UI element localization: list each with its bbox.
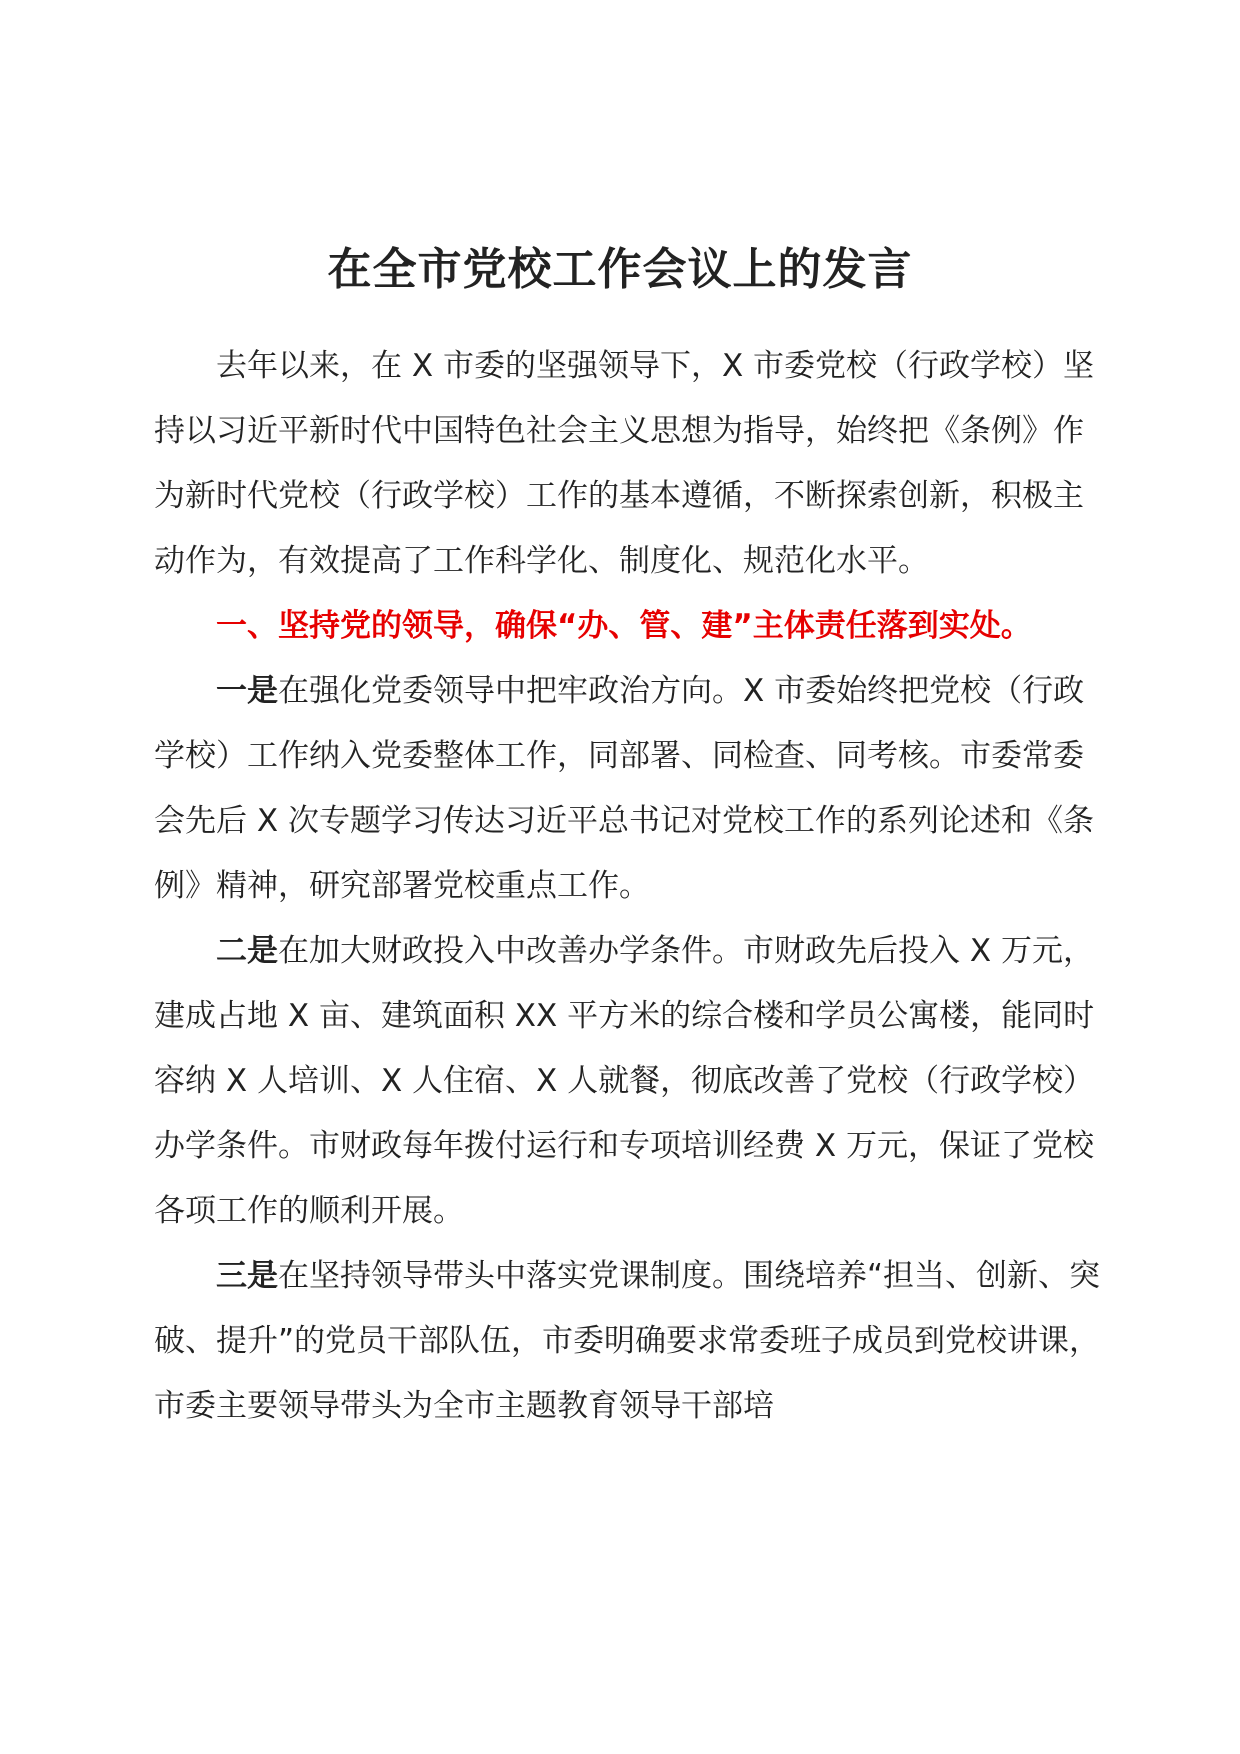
section-heading: 一、坚持党的领导，确保“办、管、建”主体责任落到实处。 bbox=[216, 608, 1032, 644]
intro-paragraph bbox=[154, 334, 1114, 594]
point-paragraph-3 bbox=[154, 1244, 1114, 1439]
point-lead: 三是 bbox=[216, 1258, 278, 1294]
document-title: 在全市党校工作会议上的发言 bbox=[327, 244, 913, 295]
paragraph-text: 在强化党委领导中把牢政治方向。X 市委始终把党校（行政学校）工作纳入党委整体工作，同部署、同检查、同考核。市委常委会先后 X 次专题学习传达习近平总书记对党校工作的系列论述和《条例》精神，研究部署党校重点工作。 bbox=[154, 673, 1094, 904]
document-body bbox=[154, 334, 1114, 1439]
paragraph-text: 去年以来，在 X 市委的坚强领导下，X 市委党校（行政学校）坚持以习近平新时代中国特色社会主义思想为指导，始终把《条例》作为新时代党校（行政学校）工作的基本遵循，不断探索创新，积极主动作为，有效提高了工作科学化、制度化、规范化水平。 bbox=[154, 348, 1095, 579]
paragraph-text: 在加大财政投入中改善办学条件。市财政先后投入 X 万元，建成占地 X 亩、建筑面积 XX 平方米的综合楼和学员公寓楼，能同时容纳 X 人培训、X 人住宿、X 人就餐，彻底改善了党校（行政学校）办学条件。市财政每年拨付运行和专项培训经费 X 万元，保证了党校各项工作的顺利开展。 bbox=[154, 933, 1095, 1229]
point-paragraph-2 bbox=[154, 919, 1114, 1244]
point-lead: 一是 bbox=[216, 673, 278, 709]
point-lead: 二是 bbox=[216, 933, 278, 969]
paragraph-text: 在坚持领导带头中落实党课制度。围绕培养“担当、创新、突破、提升”的党员干部队伍，市委明确要求常委班子成员到党校讲课，市委主要领导带头为全市主题教育领导干部培 bbox=[154, 1258, 1101, 1424]
point-paragraph-1 bbox=[154, 659, 1114, 919]
